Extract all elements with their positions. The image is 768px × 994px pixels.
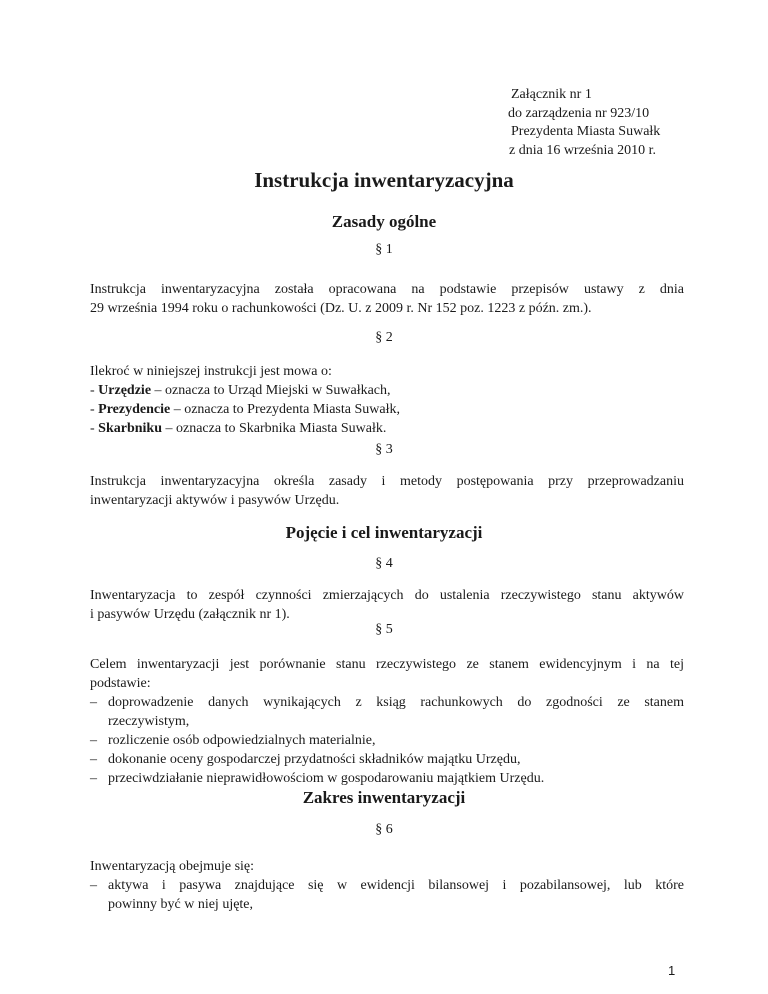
text-line: Inwentaryzacja to zespół czynności zmierzających do ustalenia rzeczywistego stanu aktywów	[90, 588, 684, 603]
section-heading-scope: Zakres inwentaryzacji	[302, 788, 466, 807]
list-item	[90, 769, 684, 788]
paragraph-1	[90, 280, 684, 318]
text-line: Instrukcja inwentaryzacyjna została opracowana na podstawie przepisów ustawy z dnia	[90, 282, 684, 297]
text-line: dokonanie oceny gospodarczej przydatności składników majątku Urzędu,	[108, 752, 521, 767]
bullet-dash: –	[90, 878, 97, 893]
list-item	[90, 876, 684, 914]
bullet-dash: –	[90, 695, 97, 710]
paragraph-3	[90, 472, 684, 510]
term: Prezydencie	[98, 402, 171, 417]
definition-item	[90, 419, 684, 438]
text-line: rozliczenie osób odpowiedzialnych materialnie,	[108, 733, 376, 748]
text-line: przeciwdziałanie nieprawidłowościom w gospodarowaniu majątkiem Urzędu.	[108, 771, 545, 786]
text-line: Ilekroć w niniejszej instrukcji jest mowa o:	[90, 364, 332, 379]
paragraph-6	[90, 857, 684, 914]
section-heading-general: Zasady ogólne	[331, 212, 437, 231]
list-item	[90, 750, 684, 769]
text-line: Inwentaryzacją obejmuje się:	[90, 859, 255, 874]
item-prefix: -	[90, 402, 99, 417]
bullet-dash: –	[90, 733, 97, 748]
paragraph-sign: § 6	[375, 822, 393, 837]
annex-line: Załącznik nr 1	[511, 87, 592, 102]
text-line: powinny być w niej ujęte,	[108, 897, 254, 912]
paragraph-sign: § 3	[375, 442, 393, 457]
paragraph-sign: § 2	[375, 330, 393, 345]
paragraph-5	[90, 655, 684, 788]
text-line: doprowadzenie danych wynikających z ksiąg rachunkowych do zgodności ze stanem	[108, 695, 684, 710]
definition-item	[90, 381, 684, 400]
list-item	[90, 731, 684, 750]
text-line: 29 września 1994 roku o rachunkowości (Dz. U. z 2009 r. Nr 152 poz. 1223 z późn. zm.).	[90, 301, 592, 316]
text-line: inwentaryzacji aktywów i pasywów Urzędu.	[90, 493, 340, 508]
text-line: i pasywów Urzędu (załącznik nr 1).	[90, 607, 290, 622]
paragraph-sign: § 4	[375, 556, 393, 571]
text-line: rzeczywistym,	[108, 714, 190, 729]
text-line: aktywa i pasywa znajdujące się w ewidencji bilansowej i pozabilansowej, lub które	[108, 878, 684, 893]
text-line: Celem inwentaryzacji jest porównanie stanu rzeczywistego ze stanem ewidencyjnym i na tej	[90, 657, 684, 672]
definition-item	[90, 400, 684, 419]
section-heading-concept: Pojęcie i cel inwentaryzacji	[285, 523, 483, 542]
document-title: Instrukcja inwentaryzacyjna	[254, 168, 514, 192]
paragraph-sign: § 1	[375, 242, 393, 257]
annex-line: Prezydenta Miasta Suwałk	[511, 124, 661, 140]
annex-header	[508, 86, 748, 160]
page-number: 1	[668, 963, 676, 978]
text-line: podstawie:	[90, 676, 151, 691]
item-prefix: -	[90, 421, 99, 436]
list-item	[90, 693, 684, 731]
definition: – oznacza to Urząd Miejski w Suwałkach,	[151, 383, 391, 398]
paragraph-2	[90, 362, 684, 438]
item-prefix: -	[90, 383, 99, 398]
bullet-dash: –	[90, 752, 97, 767]
definition: – oznacza to Skarbnika Miasta Suwałk.	[162, 421, 387, 436]
definition: – oznacza to Prezydenta Miasta Suwałk,	[170, 402, 400, 417]
term: Skarbniku	[98, 421, 162, 436]
bullet-dash: –	[90, 771, 97, 786]
paragraph-4	[90, 586, 684, 624]
annex-line: z dnia 16 września 2010 r.	[509, 142, 656, 158]
paragraph-sign: § 5	[375, 622, 393, 637]
text-line: Instrukcja inwentaryzacyjna określa zasady i metody postępowania przy przeprowadzaniu	[90, 474, 684, 489]
annex-line: do zarządzenia nr 923/10	[508, 105, 650, 121]
term: Urzędzie	[98, 383, 152, 398]
